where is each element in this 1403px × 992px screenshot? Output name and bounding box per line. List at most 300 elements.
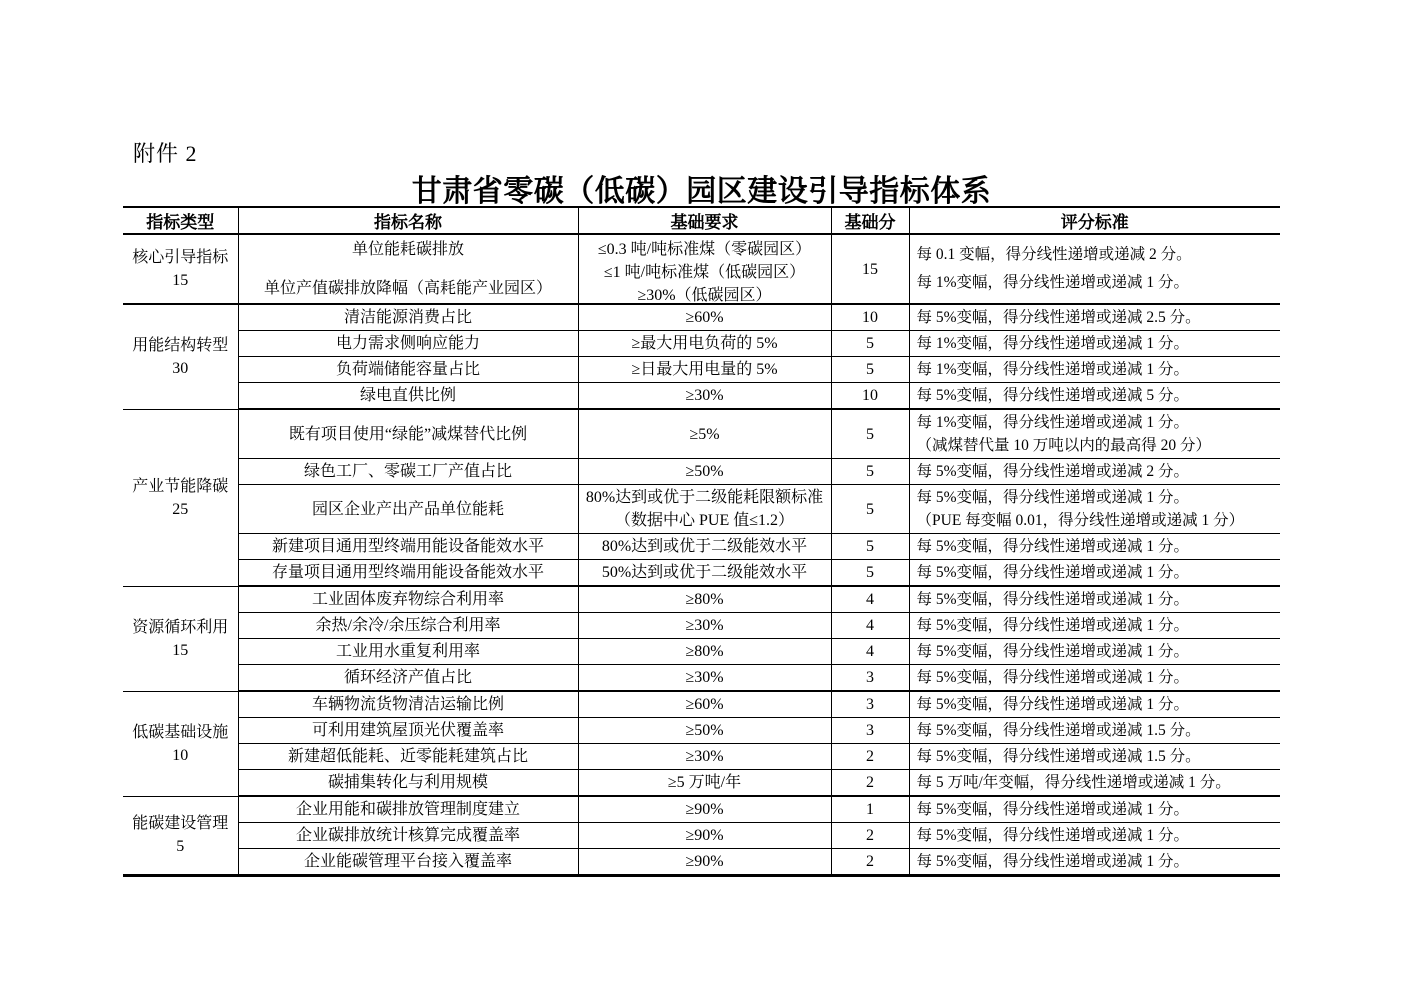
category-score: 30 <box>172 359 189 377</box>
cell-lines <box>917 236 1279 302</box>
cell-lines <box>582 236 828 302</box>
requirement-cell <box>578 331 831 357</box>
category-label: 产业节能降碳 <box>132 477 229 495</box>
col-header-basic-requirement: 基础要求 <box>578 207 831 234</box>
cell-line: 每 5%变幅，得分线性递增或递减 1 分。 <box>916 564 1190 581</box>
cell-line: ≥5 万吨/年 <box>667 774 742 791</box>
cell-line: 4 <box>866 617 874 634</box>
cell-line: ≥30%（低碳园区） <box>637 287 772 304</box>
cell-lines <box>835 771 906 794</box>
cell-line: 工业固体废弃物综合利用率 <box>311 591 504 608</box>
category-score: 15 <box>172 272 189 289</box>
table-row <box>123 409 1280 459</box>
cell-lines <box>835 666 906 689</box>
cell-lines <box>835 824 906 847</box>
cell-lines <box>582 306 828 329</box>
cell-lines <box>242 745 575 768</box>
cell-line: 2 <box>866 827 874 844</box>
indicator-name-cell <box>238 383 578 410</box>
score-cell <box>831 665 909 692</box>
criteria-cell <box>909 383 1280 410</box>
cell-lines <box>126 812 235 858</box>
cell-lines <box>242 850 575 873</box>
criteria-cell <box>909 849 1280 876</box>
table-row <box>123 665 1280 692</box>
cell-lines <box>917 798 1279 821</box>
category-label: 核心引导指标 <box>132 249 229 266</box>
criteria-cell <box>909 613 1280 639</box>
requirement-cell <box>578 718 831 744</box>
cell-lines <box>917 850 1279 873</box>
cell-lines <box>582 384 828 407</box>
cell-lines <box>835 535 906 558</box>
cell-lines <box>126 721 235 767</box>
cell-lines <box>582 666 828 689</box>
table-row <box>123 691 1280 718</box>
cell-lines <box>582 535 828 558</box>
requirement-cell <box>578 770 831 797</box>
cell-line: 每 5%变幅，得分线性递增或递减 5 分。 <box>916 387 1190 404</box>
cell-line: 碳捕集转化与利用规模 <box>327 774 488 791</box>
requirement-cell <box>578 744 831 770</box>
category-label: 用能结构转型 <box>132 336 229 354</box>
cell-line: 可利用建筑屋顶光伏覆盖率 <box>311 722 504 739</box>
criteria-cell <box>909 304 1280 331</box>
cell-lines <box>917 745 1279 768</box>
cell-lines <box>582 824 828 847</box>
category-score: 10 <box>172 746 189 764</box>
cell-line: 循环经济产值占比 <box>343 669 472 686</box>
cell-lines <box>242 719 575 742</box>
cell-line: ≥30% <box>685 669 724 686</box>
criteria-cell <box>909 718 1280 744</box>
score-cell <box>831 613 909 639</box>
table-body <box>123 234 1280 876</box>
cell-lines <box>917 588 1279 611</box>
cell-line: 电力需求侧响应能力 <box>335 335 480 352</box>
table-row <box>123 718 1280 744</box>
table-row <box>123 459 1280 485</box>
category-label: 低碳基础设施 <box>132 723 229 741</box>
cell-line: 车辆物流货物清洁运输比例 <box>311 696 504 713</box>
cell-lines <box>917 358 1279 381</box>
table-row <box>123 534 1280 560</box>
cell-line: ≥5% <box>689 425 720 443</box>
cell-lines <box>917 460 1279 483</box>
cell-line: 4 <box>866 643 874 660</box>
score-cell <box>831 409 909 459</box>
cell-lines <box>242 423 575 446</box>
table-row <box>123 613 1280 639</box>
indicator-name-cell <box>238 613 578 639</box>
cell-lines <box>582 460 828 483</box>
table-row <box>123 639 1280 665</box>
cell-line: 单位产值碳排放降幅（高耗能产业园区） <box>263 280 552 297</box>
table-row <box>123 796 1280 823</box>
cell-line: 80%达到或优于二级能效水平 <box>601 538 808 555</box>
cell-line: ≥30% <box>685 748 724 765</box>
indicator-name-cell <box>238 459 578 485</box>
cell-line: ≤0.3 吨/吨标准煤（零碳园区） <box>597 241 812 258</box>
criteria-cell <box>909 796 1280 823</box>
attachment-label: 附件 2 <box>133 141 198 166</box>
cell-lines <box>917 771 1279 794</box>
requirement-cell <box>578 409 831 459</box>
cell-lines <box>242 332 575 355</box>
score-cell <box>831 849 909 876</box>
cell-lines <box>917 535 1279 558</box>
category-label: 能碳建设管理 <box>132 815 229 833</box>
requirement-cell <box>578 234 831 304</box>
cell-line: 每 5%变幅，得分线性递增或递减 1 分。 <box>916 489 1190 506</box>
table-row <box>123 560 1280 587</box>
requirement-cell <box>578 849 831 876</box>
cell-line: 2 <box>866 748 874 765</box>
requirement-cell <box>578 665 831 692</box>
cell-lines <box>917 384 1279 407</box>
indicator-name-cell <box>238 304 578 331</box>
cell-line: ≥日最大用电量的 5% <box>631 361 778 378</box>
score-cell <box>831 796 909 823</box>
category-score: 25 <box>172 500 189 518</box>
score-cell <box>831 744 909 770</box>
cell-line: ≥30% <box>685 617 724 634</box>
score-cell <box>831 639 909 665</box>
cell-line: 每 5%变幅，得分线性递增或递减 1.5 分。 <box>916 748 1201 765</box>
indicator-name-cell <box>238 718 578 744</box>
table-row <box>123 823 1280 849</box>
cell-lines <box>126 246 235 292</box>
cell-lines <box>835 588 906 611</box>
cell-line: 2 <box>866 853 874 870</box>
cell-lines <box>242 460 575 483</box>
cell-lines <box>582 332 828 355</box>
cell-lines <box>242 236 575 302</box>
indicator-name-cell <box>238 744 578 770</box>
cell-line: 清洁能源消费占比 <box>343 309 472 326</box>
table-row <box>123 357 1280 383</box>
cell-line: 80%达到或优于二级能耗限额标准 <box>585 489 824 506</box>
cell-line: 5 <box>866 425 874 443</box>
cell-line: 每 1%变幅，得分线性递增或递减 1 分。 <box>916 361 1190 378</box>
requirement-cell <box>578 796 831 823</box>
cell-lines <box>835 561 906 584</box>
cell-line: 工业用水重复利用率 <box>335 643 480 660</box>
cell-lines <box>242 588 575 611</box>
cell-line: 每 5%变幅，得分线性递增或递减 1 分。 <box>916 696 1190 713</box>
cell-line: ≥30% <box>685 387 724 404</box>
cell-lines <box>835 614 906 637</box>
table-row <box>123 770 1280 797</box>
cell-line: 每 5%变幅，得分线性递增或递减 2.5 分。 <box>916 309 1201 326</box>
indicators-table-wrapper <box>123 206 1280 877</box>
cell-line: 既有项目使用“绿能”减煤替代比例 <box>288 425 528 443</box>
cell-line: ≥90% <box>685 827 724 844</box>
requirement-cell <box>578 823 831 849</box>
cell-line: ≥90% <box>685 853 724 870</box>
requirement-cell <box>578 560 831 587</box>
cell-line: ≥50% <box>685 722 724 739</box>
requirement-cell <box>578 304 831 331</box>
cell-line: 每 5%变幅，得分线性递增或递减 1 分。 <box>916 853 1190 870</box>
table-row <box>123 234 1280 304</box>
document-title: 甘肃省零碳（低碳）园区建设引导指标体系 <box>411 175 992 208</box>
score-cell <box>831 304 909 331</box>
score-cell <box>831 357 909 383</box>
cell-line: 企业能碳管理平台接入覆盖率 <box>303 853 512 870</box>
cell-lines <box>835 384 906 407</box>
criteria-cell <box>909 770 1280 797</box>
cell-lines <box>126 475 235 521</box>
cell-line: ≥80% <box>685 591 724 608</box>
requirement-cell <box>578 357 831 383</box>
cell-lines <box>917 614 1279 637</box>
criteria-cell <box>909 331 1280 357</box>
cell-lines <box>126 334 235 380</box>
score-cell <box>831 691 909 718</box>
cell-lines <box>582 640 828 663</box>
cell-line: 50%达到或优于二级能效水平 <box>601 564 808 581</box>
cell-lines <box>917 486 1279 532</box>
table-row <box>123 586 1280 613</box>
cell-line: ≥60% <box>685 309 724 326</box>
cell-line: 每 0.1 变幅，得分线性递增或递减 2 分。 <box>916 246 1192 263</box>
cell-lines <box>582 771 828 794</box>
cell-lines <box>126 616 235 662</box>
cell-line: 每 5%变幅，得分线性递增或递减 1 分。 <box>916 669 1190 686</box>
cell-lines <box>242 358 575 381</box>
criteria-cell <box>909 639 1280 665</box>
category-cell <box>123 796 238 876</box>
requirement-cell <box>578 586 831 613</box>
cell-lines <box>582 798 828 821</box>
score-cell <box>831 560 909 587</box>
cell-lines <box>242 693 575 716</box>
requirement-cell <box>578 383 831 410</box>
indicator-name-cell <box>238 234 578 304</box>
cell-line: 每 5%变幅，得分线性递增或递减 1 分。 <box>916 538 1190 555</box>
indicator-name-cell <box>238 796 578 823</box>
cell-line: 5 <box>866 564 874 581</box>
score-cell <box>831 485 909 534</box>
cell-line: ≥80% <box>685 643 724 660</box>
indicator-name-cell <box>238 357 578 383</box>
criteria-cell <box>909 823 1280 849</box>
category-cell <box>123 691 238 796</box>
category-score: 5 <box>176 838 185 856</box>
category-cell <box>123 234 238 304</box>
cell-lines <box>835 332 906 355</box>
cell-line: 5 <box>866 335 874 352</box>
cell-line: 每 1%变幅，得分线性递增或递减 1 分。 <box>916 414 1190 431</box>
requirement-cell <box>578 613 831 639</box>
cell-line: 3 <box>866 669 874 686</box>
cell-lines <box>835 358 906 381</box>
cell-line: 15 <box>862 260 878 278</box>
cell-lines <box>242 384 575 407</box>
cell-lines <box>835 498 906 521</box>
cell-line: 10 <box>862 309 878 326</box>
cell-line: 负荷端储能容量占比 <box>335 361 480 378</box>
cell-line: ≤1 吨/吨标准煤（低碳园区） <box>603 264 806 281</box>
cell-lines <box>582 719 828 742</box>
cell-line: （数据中心 PUE 值≤1.2） <box>614 512 794 529</box>
requirement-cell <box>578 639 831 665</box>
cell-lines <box>242 306 575 329</box>
cell-lines <box>917 306 1279 329</box>
table-row <box>123 383 1280 410</box>
requirement-cell <box>578 485 831 534</box>
indicator-name-cell <box>238 586 578 613</box>
cell-line: 5 <box>866 500 874 518</box>
cell-line: 每 5%变幅，得分线性递增或递减 1 分。 <box>916 617 1190 634</box>
cell-line: 单位能耗碳排放 <box>351 241 464 258</box>
cell-lines <box>242 640 575 663</box>
cell-line: 5 <box>866 463 874 480</box>
table-row <box>123 331 1280 357</box>
cell-line: 新建项目通用型终端用能设备能效水平 <box>271 538 544 555</box>
cell-lines <box>835 640 906 663</box>
cell-line: 每 5%变幅，得分线性递增或递减 2 分。 <box>916 463 1190 480</box>
col-header-indicator-type: 指标类型 <box>123 207 238 234</box>
criteria-cell <box>909 744 1280 770</box>
indicator-name-cell <box>238 534 578 560</box>
cell-line: 存量项目通用型终端用能设备能效水平 <box>271 564 544 581</box>
cell-line: 园区企业产出产品单位能耗 <box>311 500 504 518</box>
indicator-name-cell <box>238 409 578 459</box>
cell-lines <box>582 358 828 381</box>
requirement-cell <box>578 534 831 560</box>
cell-lines <box>917 719 1279 742</box>
score-cell <box>831 383 909 410</box>
criteria-cell <box>909 665 1280 692</box>
criteria-cell <box>909 357 1280 383</box>
requirement-cell <box>578 459 831 485</box>
table-row <box>123 485 1280 534</box>
criteria-cell <box>909 586 1280 613</box>
score-cell <box>831 534 909 560</box>
cell-line: 绿色工厂、零碳工厂产值占比 <box>303 463 512 480</box>
cell-lines <box>835 258 906 281</box>
cell-line: ≥50% <box>685 463 724 480</box>
cell-lines <box>582 588 828 611</box>
cell-lines <box>917 411 1279 457</box>
cell-lines <box>835 693 906 716</box>
cell-lines <box>917 561 1279 584</box>
cell-lines <box>242 614 575 637</box>
score-cell <box>831 331 909 357</box>
cell-lines <box>835 719 906 742</box>
cell-lines <box>582 561 828 584</box>
cell-lines <box>582 486 828 532</box>
cell-lines <box>242 824 575 847</box>
cell-lines <box>242 498 575 521</box>
criteria-cell <box>909 459 1280 485</box>
cell-lines <box>242 561 575 584</box>
criteria-cell <box>909 560 1280 587</box>
score-cell <box>831 770 909 797</box>
cell-line: 每 1%变幅，得分线性递增或递减 1 分。 <box>916 274 1190 291</box>
score-cell <box>831 234 909 304</box>
cell-line: 每 5%变幅，得分线性递增或递减 1.5 分。 <box>916 722 1201 739</box>
category-cell <box>123 586 238 691</box>
category-score: 15 <box>172 641 189 659</box>
cell-line: 企业碳排放统计核算完成覆盖率 <box>295 827 520 844</box>
cell-line: 1 <box>866 801 874 818</box>
table-row <box>123 849 1280 876</box>
cell-lines <box>582 423 828 446</box>
cell-line: 每 5%变幅，得分线性递增或递减 1 分。 <box>916 827 1190 844</box>
score-cell <box>831 459 909 485</box>
cell-line: 每 5%变幅，得分线性递增或递减 1 分。 <box>916 591 1190 608</box>
requirement-cell <box>578 691 831 718</box>
cell-lines <box>242 771 575 794</box>
indicator-name-cell <box>238 770 578 797</box>
indicator-name-cell <box>238 331 578 357</box>
cell-lines <box>917 693 1279 716</box>
cell-lines <box>582 614 828 637</box>
indicators-table <box>123 206 1280 877</box>
indicator-name-cell <box>238 823 578 849</box>
cell-line: 4 <box>866 591 874 608</box>
indicator-name-cell <box>238 691 578 718</box>
cell-line: ≥60% <box>685 696 724 713</box>
cell-lines <box>917 824 1279 847</box>
table-row <box>123 304 1280 331</box>
cell-line: 企业用能和碳排放管理制度建立 <box>295 801 520 818</box>
criteria-cell <box>909 691 1280 718</box>
cell-line: 3 <box>866 696 874 713</box>
category-cell <box>123 409 238 586</box>
criteria-cell <box>909 234 1280 304</box>
cell-line: 5 <box>866 361 874 378</box>
cell-line: （减煤替代量 10 万吨以内的最高得 20 分） <box>916 437 1212 454</box>
cell-line: 10 <box>862 387 878 404</box>
cell-lines <box>835 798 906 821</box>
cell-line: 5 <box>866 538 874 555</box>
indicator-name-cell <box>238 639 578 665</box>
cell-lines <box>835 745 906 768</box>
score-cell <box>831 718 909 744</box>
col-header-scoring-standard: 评分标准 <box>909 207 1280 234</box>
cell-lines <box>917 332 1279 355</box>
cell-lines <box>582 693 828 716</box>
cell-lines <box>582 745 828 768</box>
cell-lines <box>835 423 906 446</box>
cell-line: ≥90% <box>685 801 724 818</box>
cell-lines <box>582 850 828 873</box>
cell-lines <box>835 460 906 483</box>
cell-lines <box>242 798 575 821</box>
score-cell <box>831 823 909 849</box>
cell-line: 余热/余冷/余压综合利用率 <box>315 617 501 634</box>
indicator-name-cell <box>238 485 578 534</box>
cell-line: ≥最大用电负荷的 5% <box>631 335 778 352</box>
score-cell <box>831 586 909 613</box>
table-row <box>123 744 1280 770</box>
cell-line: （PUE 每变幅 0.01，得分线性递增或递减 1 分） <box>916 512 1245 529</box>
cell-lines <box>242 666 575 689</box>
col-header-indicator-name: 指标名称 <box>238 207 578 234</box>
criteria-cell <box>909 409 1280 459</box>
indicator-name-cell <box>238 849 578 876</box>
cell-line: 新建超低能耗、近零能耗建筑占比 <box>287 748 528 765</box>
category-label: 资源循环利用 <box>132 618 229 636</box>
indicator-name-cell <box>238 665 578 692</box>
cell-lines <box>242 535 575 558</box>
table-header-row <box>123 207 1280 234</box>
category-cell <box>123 304 238 409</box>
